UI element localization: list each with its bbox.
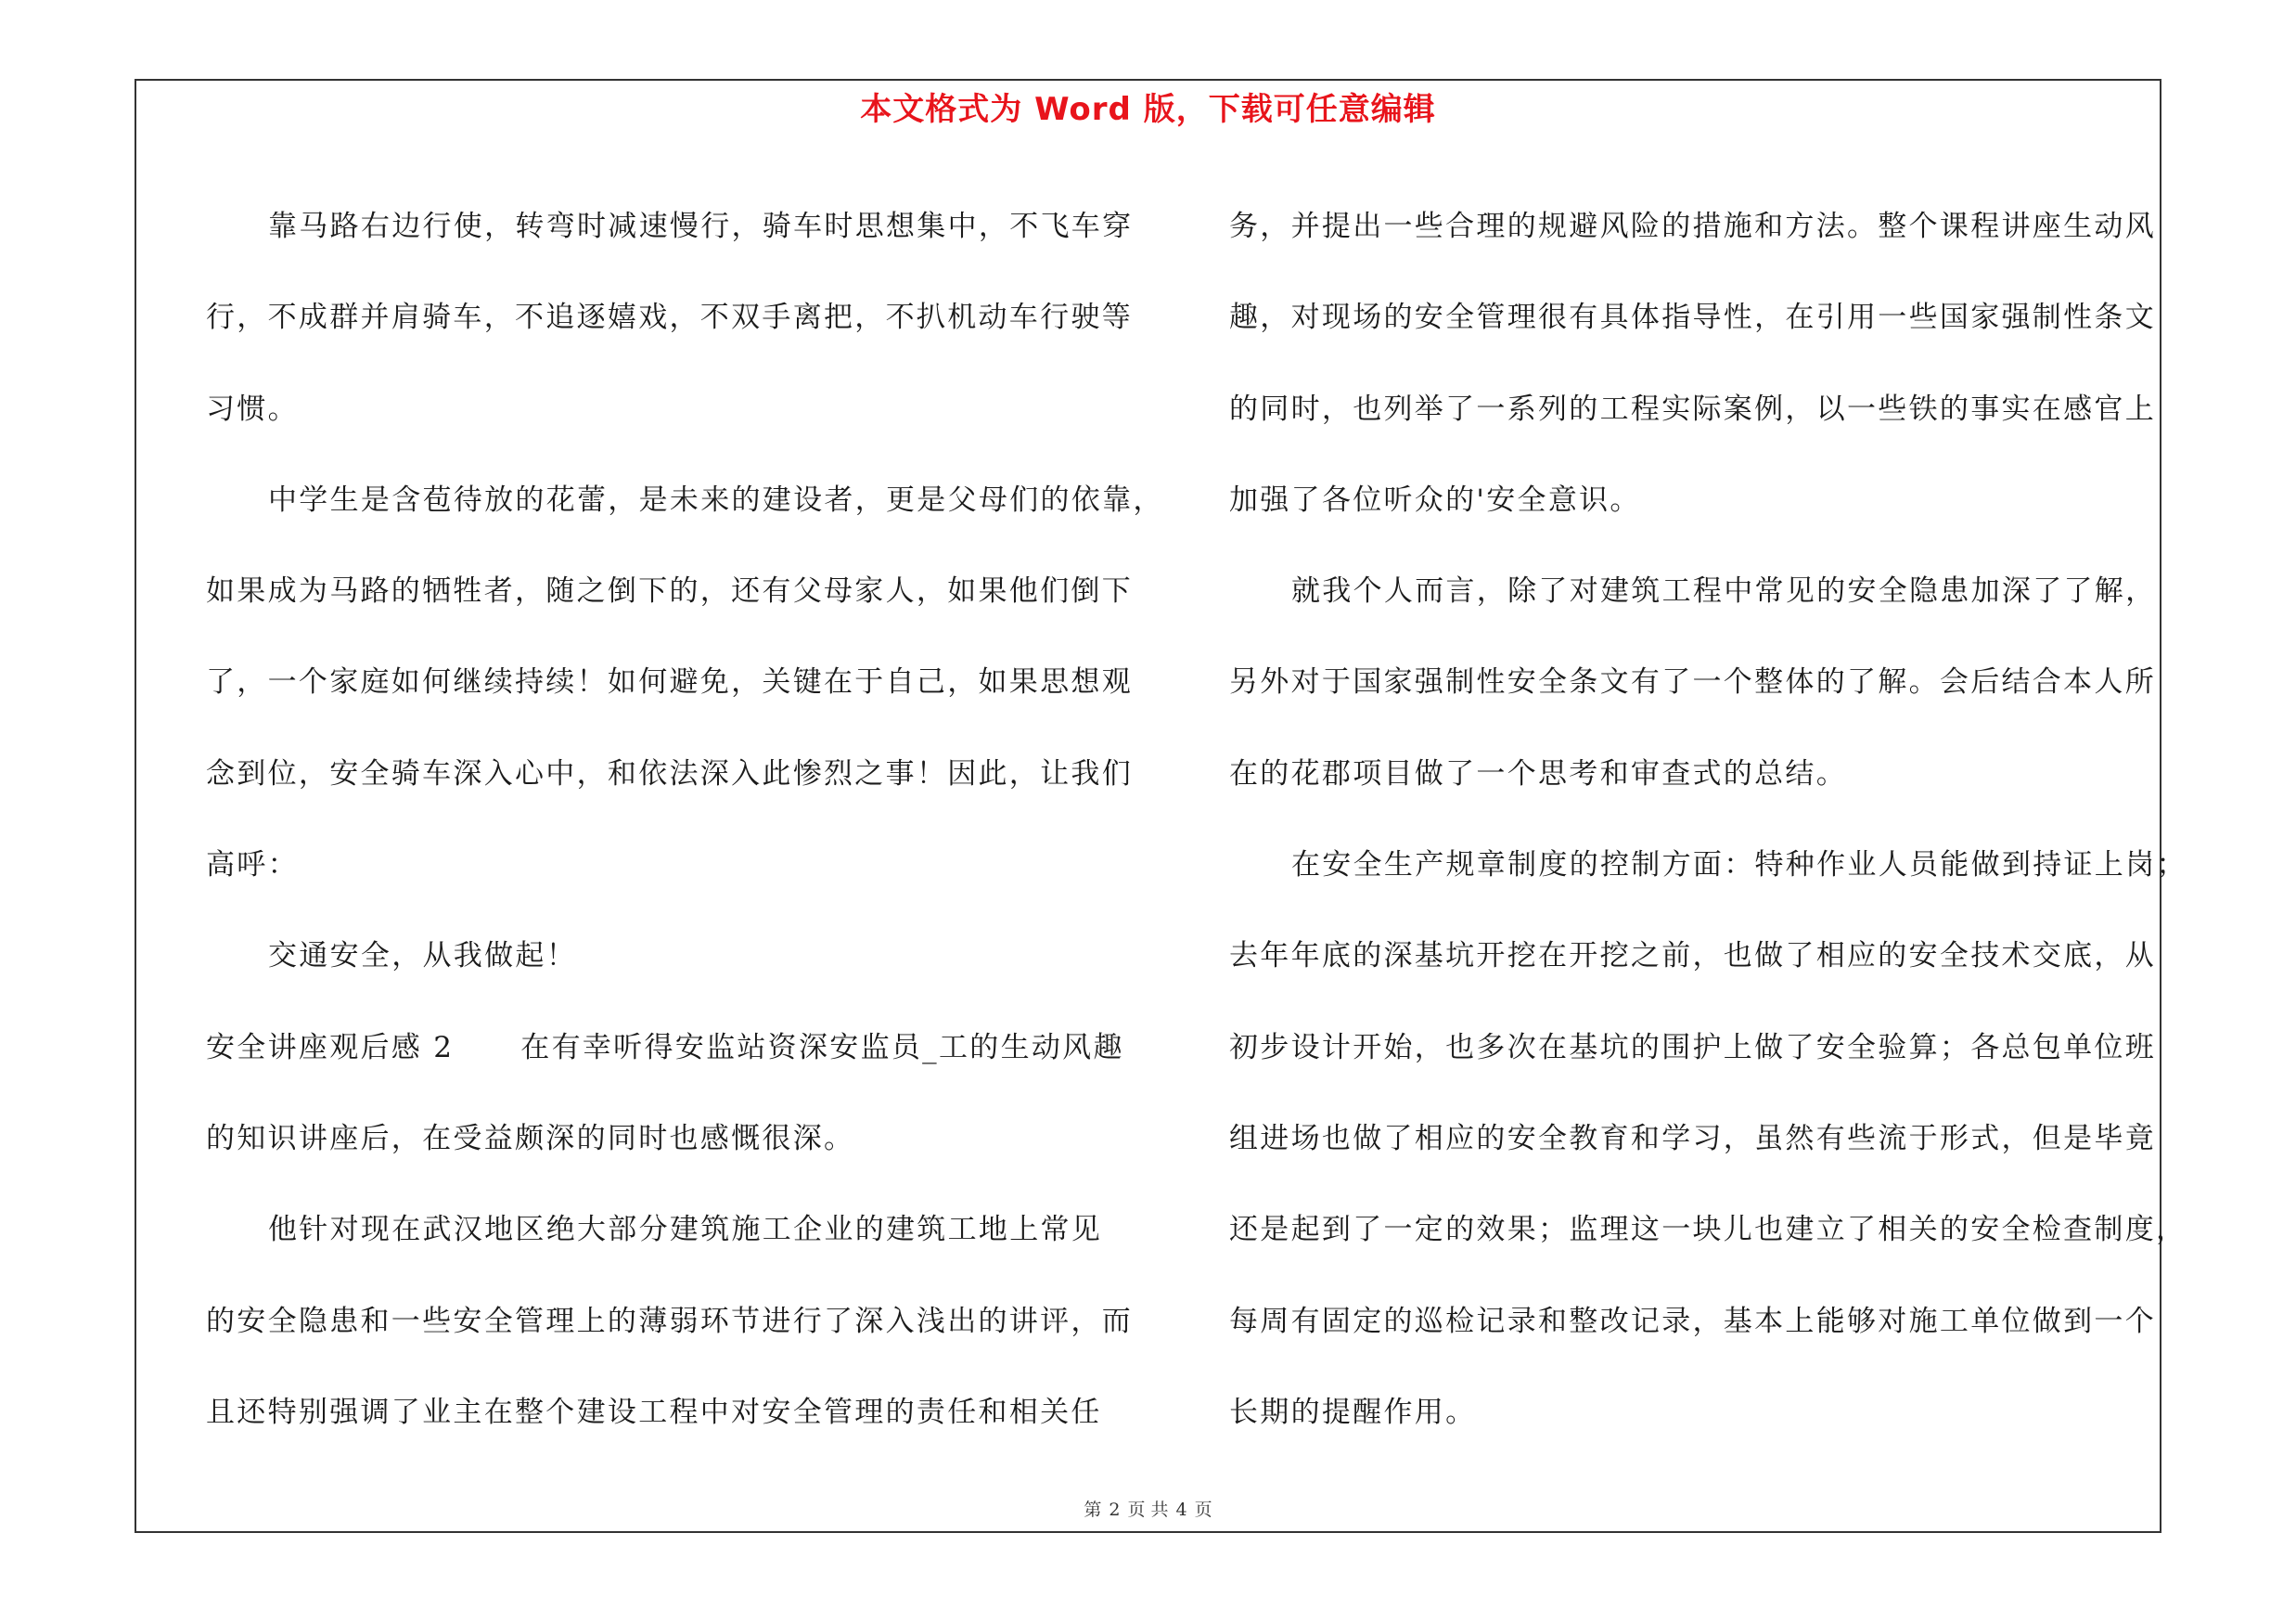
document-banner: 本文格式为 Word 版，下载可任意编辑	[860, 91, 1436, 128]
paragraph-line: 如果成为马路的牺牲者，随之倒下的，还有父母家人，如果他们倒下	[206, 574, 1133, 609]
paragraph-line: 行，不成群并肩骑车，不追逐嬉戏，不双手离把，不扒机动车行驶等	[206, 301, 1133, 335]
footer-middle: 页 共	[1127, 1500, 1169, 1520]
paragraph-line: 在的花郡项目做了一个思考和审查式的总结。	[1229, 756, 1847, 791]
section-heading-line	[206, 1002, 1134, 1093]
paragraph-line: 的同时，也列举了一系列的工程实际案例，以一些铁的事实在感官上	[1229, 392, 2156, 426]
paragraph-line: 中学生是含苞待放的花蕾，是未来的建设者，更是父母们的依靠，	[268, 483, 1164, 517]
paragraph-line: 去年年底的深基坑开挖在开挖之前，也做了相应的安全技术交底，从	[1229, 939, 2156, 973]
footer-prefix: 第	[1084, 1500, 1102, 1520]
paragraph-line: 他针对现在武汉地区绝大部分建筑施工企业的建筑工地上常见	[268, 1213, 1103, 1247]
paragraph-line: 初步设计开始，也多次在基坑的围护上做了安全验算；各总包单位班	[1229, 1030, 2156, 1064]
footer-suffix: 页	[1194, 1500, 1212, 1520]
paragraph-line: 趣，对现场的安全管理很有具体指导性，在引用一些国家强制性条文	[1229, 301, 2156, 335]
page-total: 4	[1175, 1500, 1187, 1520]
paragraph-line: 念到位，安全骑车深入心中，和依法深入此惨烈之事！因此，让我们	[206, 756, 1133, 791]
paragraph-line: 高呼：	[206, 848, 299, 882]
paragraph-line: 习惯。	[206, 392, 299, 426]
section-title: 安全讲座观后感 2	[206, 1030, 455, 1064]
paragraph-line: 靠马路右边行使，转弯时减速慢行，骑车时思想集中，不飞车穿	[268, 210, 1134, 243]
paragraph-line: 还是起到了一定的效果；监理这一块儿也建立了相关的安全检查制度，	[1229, 1213, 2187, 1247]
page-footer	[0, 1496, 2296, 1521]
right-column	[1229, 181, 2187, 1458]
paragraph-line: 每周有固定的巡检记录和整改记录，基本上能够对施工单位做到一个	[1229, 1304, 2156, 1338]
paragraph-line: 就我个人而言，除了对建筑工程中常见的安全隐患加深了了解，	[1291, 574, 2157, 609]
paragraph-line: 在安全生产规章制度的控制方面：特种作业人员能做到持证上岗；	[1291, 848, 2187, 882]
paragraph-line: 了，一个家庭如何继续持续！如何避免，关键在于自己，如果思想观	[206, 665, 1133, 700]
paragraph-line: 加强了各位听众的'安全意识。	[1229, 483, 1641, 517]
paragraph-line: 长期的提醒作用。	[1229, 1395, 1477, 1429]
paragraph-line: 的知识讲座后，在受益颇深的同时也感慨很深。	[206, 1121, 855, 1155]
paragraph-line: 的安全隐患和一些安全管理上的薄弱环节进行了深入浅出的讲评，而	[206, 1304, 1133, 1338]
paragraph-line: 交通安全，从我做起！	[268, 939, 577, 973]
left-column	[206, 181, 1164, 1458]
paragraph-line: 务，并提出一些合理的规避风险的措施和方法。整个课程讲座生动风	[1229, 210, 2156, 243]
paragraph-line: 组进场也做了相应的安全教育和学习，虽然有些流于形式，但是毕竟	[1229, 1121, 2156, 1155]
page-number: 2	[1109, 1500, 1121, 1520]
paragraph-line: 且还特别强调了业主在整个建设工程中对安全管理的责任和相关任	[206, 1395, 1102, 1429]
section-intro: 在有幸听得安监站资深安监员_工的生动风趣	[520, 1030, 1124, 1064]
paragraph-line: 另外对于国家强制性安全条文有了一个整体的了解。会后结合本人所	[1229, 665, 2156, 700]
